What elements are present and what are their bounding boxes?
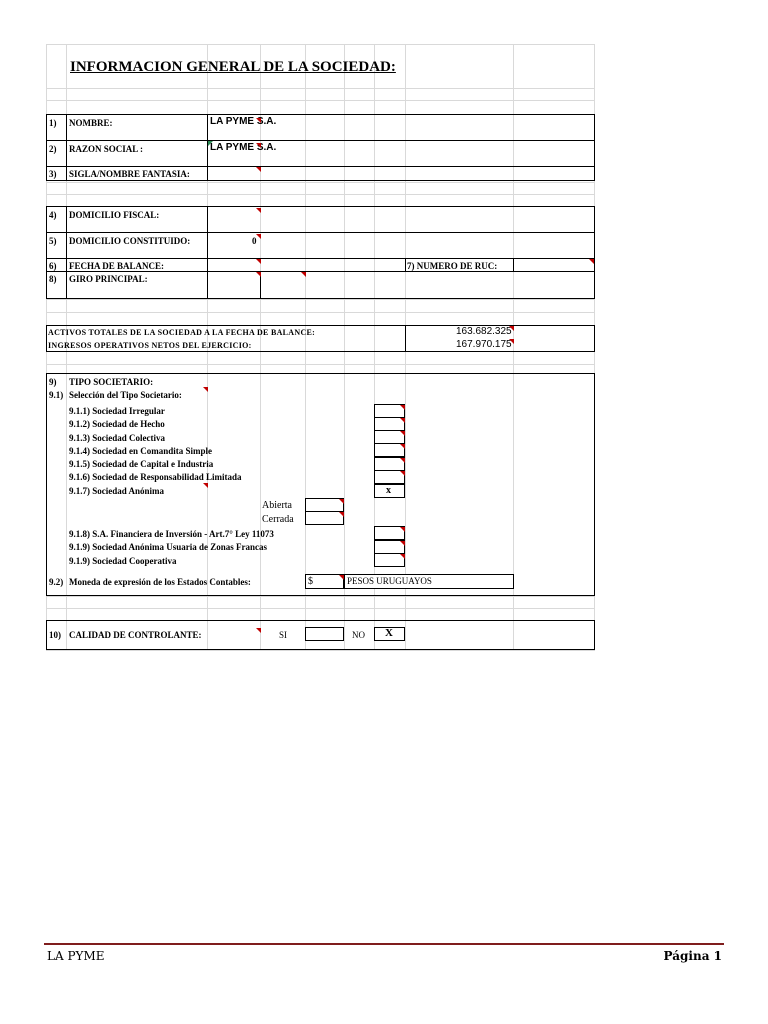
abierta-label: Abierta <box>262 500 292 511</box>
no-mark: X <box>385 627 393 639</box>
fecha-balance-label: FECHA DE BALANCE: <box>69 261 165 271</box>
option-label: 9.1.7) Sociedad Anónima <box>69 486 165 496</box>
option-label: 9.1.1) Sociedad Irregular <box>69 406 165 416</box>
option-label: 9.1.5) Sociedad de Capital e Industria <box>69 459 214 469</box>
row-num-2: 2) <box>49 144 57 154</box>
activos-label: ACTIVOS TOTALES DE LA SOCIEDAD A LA FECHA DE BALANCE: <box>48 328 316 337</box>
numero-ruc-label: 7) NUMERO DE RUC: <box>407 261 498 271</box>
option-mark: x <box>386 485 391 496</box>
tipo-societario-label: TIPO SOCIETARIO: <box>69 377 154 387</box>
option-label: 9.1.2) Sociedad de Hecho <box>69 419 165 429</box>
option-label: 9.1.9) Sociedad Cooperativa <box>69 556 177 566</box>
row-num-9-1: 9.1) <box>49 390 64 400</box>
row-num-9: 9) <box>49 377 57 387</box>
row-num-10: 10) <box>49 630 61 640</box>
row-num-1: 1) <box>49 118 57 128</box>
footer-rule <box>44 943 724 945</box>
nombre-value[interactable]: LA PYME S.A. <box>210 116 277 127</box>
option-label: 9.1.6) Sociedad de Responsabilidad Limitada <box>69 472 242 482</box>
row-num-4: 4) <box>49 210 57 220</box>
domicilio-constituido-value[interactable]: 0 <box>252 236 257 246</box>
ingresos-value[interactable]: 167.970.175 <box>456 339 512 350</box>
option-label: 9.1.9) Sociedad Anónima Usuaria de Zonas Francas <box>69 542 268 552</box>
domicilio-constituido-label: DOMICILIO CONSTITUIDO: <box>69 236 191 246</box>
row-num-6: 6) <box>49 261 57 271</box>
razon-social-label: RAZON SOCIAL : <box>69 144 144 154</box>
cerrada-label: Cerrada <box>262 514 294 525</box>
spreadsheet <box>46 44 595 651</box>
row-num-5: 5) <box>49 236 57 246</box>
footer-right-text: Página 1 <box>663 949 722 963</box>
nombre-label: NOMBRE: <box>69 118 113 128</box>
footer-left-text: LA PYME <box>47 949 105 963</box>
moneda-symbol: $ <box>308 576 313 587</box>
row-num-3: 3) <box>49 169 57 179</box>
row-num-9-2: 9.2) <box>49 577 64 587</box>
option-label: 9.1.3) Sociedad Colectiva <box>69 433 165 443</box>
no-label: NO <box>352 630 365 640</box>
page-title: INFORMACION GENERAL DE LA SOCIEDAD: <box>70 59 396 75</box>
activos-value[interactable]: 163.682.325 <box>456 326 512 337</box>
row-num-8: 8) <box>49 274 57 284</box>
sigla-value[interactable] <box>210 168 260 179</box>
si-checkbox[interactable] <box>305 627 344 641</box>
razon-social-value[interactable]: LA PYME S.A. <box>210 142 277 153</box>
sigla-label: SIGLA/NOMBRE FANTASIA: <box>69 169 190 179</box>
moneda-label: Moneda de expresión de los Estados Contables: <box>69 577 251 587</box>
moneda-value: PESOS URUGUAYOS <box>347 576 432 586</box>
domicilio-fiscal-label: DOMICILIO FISCAL: <box>69 210 160 220</box>
giro-principal-label: GIRO PRINCIPAL: <box>69 274 148 284</box>
seleccion-label: Selección del Tipo Societario: <box>69 390 182 400</box>
option-label: 9.1.4) Sociedad en Comandita Simple <box>69 446 213 456</box>
si-label: SI <box>279 630 288 640</box>
ingresos-label: INGRESOS OPERATIVOS NETOS DEL EJERCICIO: <box>48 341 252 350</box>
option-label: 9.1.8) S.A. Financiera de Inversión - Art.7° Ley 11073 <box>69 529 274 539</box>
controlante-label: CALIDAD DE CONTROLANTE: <box>69 630 202 640</box>
